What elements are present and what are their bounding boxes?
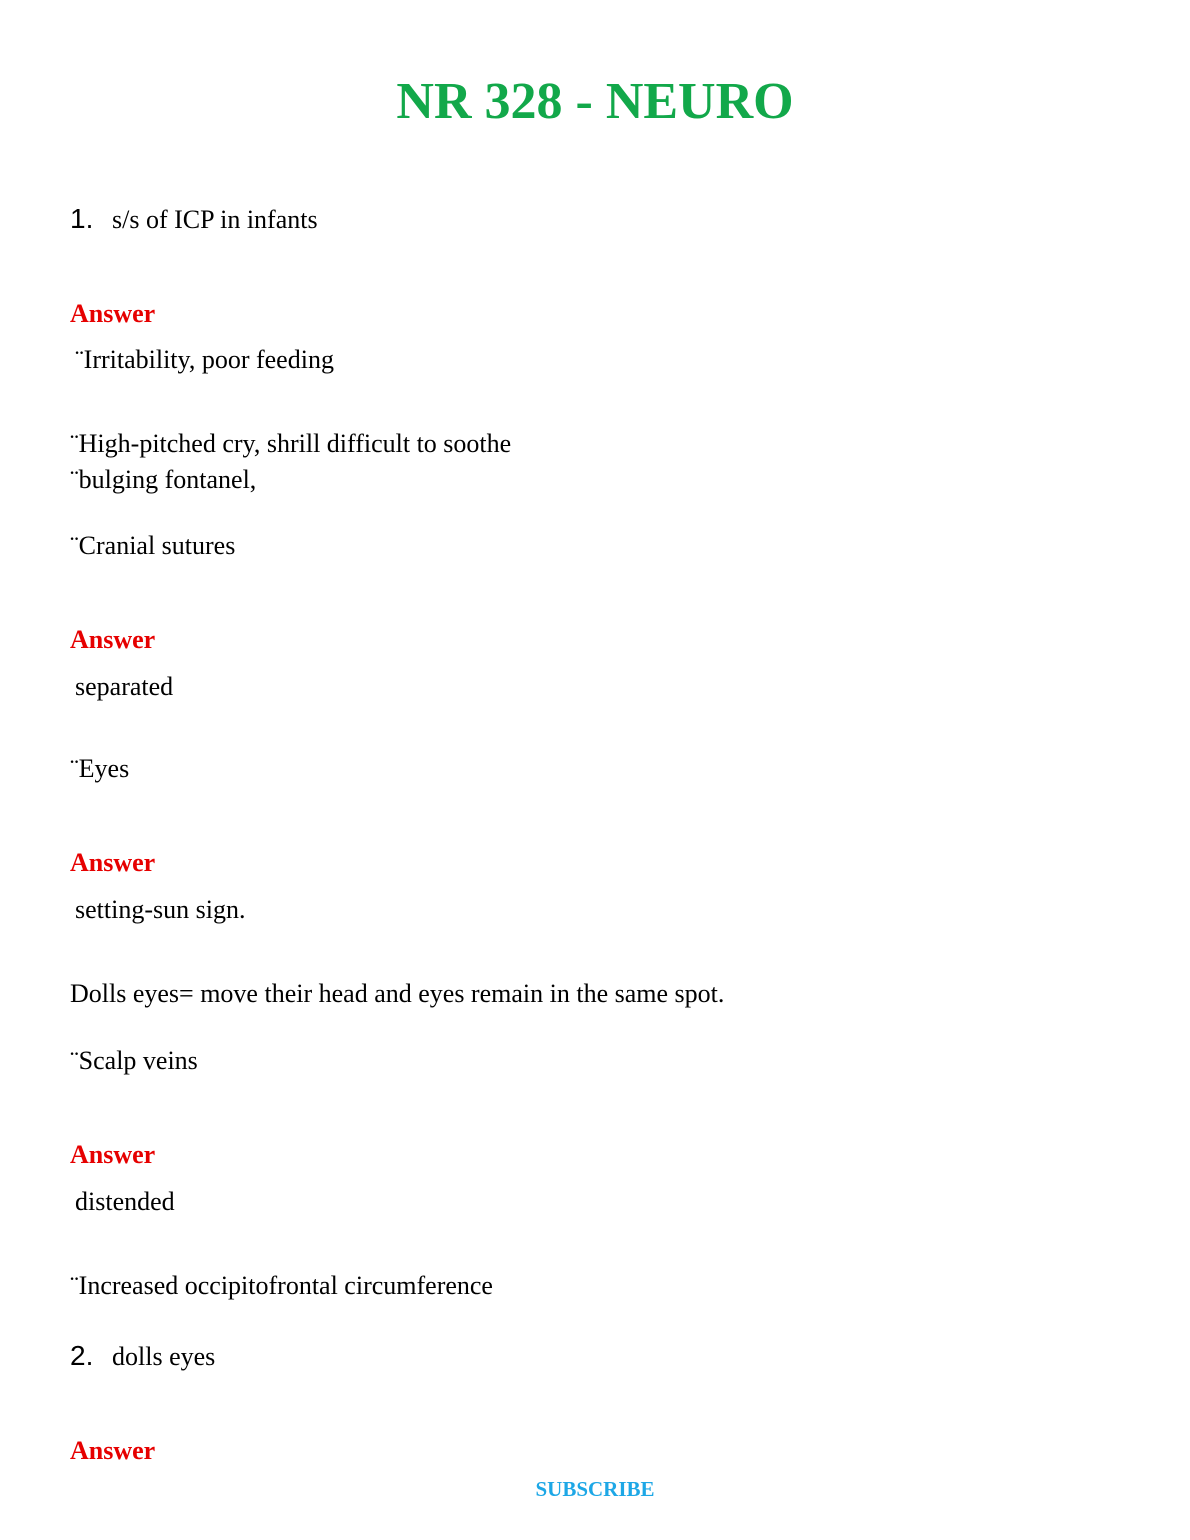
answer-label: Answer	[70, 1140, 156, 1169]
question-text: dolls eyes	[112, 1342, 216, 1371]
answer-line: ¨bulging fontanel,	[70, 465, 257, 494]
answer-line: ¨Increased occipitofrontal circumference	[70, 1271, 493, 1300]
answer-line: ¨Scalp veins	[70, 1046, 198, 1075]
answer-line: ¨Eyes	[70, 754, 130, 783]
question-number: 2.	[70, 1340, 94, 1371]
answer-label: Answer	[70, 1436, 156, 1465]
answer-label: Answer	[70, 848, 156, 877]
answer-line: Dolls eyes= move their head and eyes remain in the same spot.	[70, 979, 725, 1008]
answer-label: Answer	[70, 299, 156, 328]
answer-line: distended	[75, 1187, 175, 1216]
subscribe-link[interactable]: SUBSCRIBE	[535, 1477, 655, 1501]
answer-line: setting-sun sign.	[75, 895, 246, 924]
answer-line: ¨Cranial sutures	[70, 531, 236, 560]
page-title: NR 328 - NEURO	[396, 73, 794, 130]
answer-line: ¨Irritability, poor feeding	[75, 345, 334, 374]
answer-label: Answer	[70, 625, 156, 654]
question-number: 1.	[70, 203, 94, 234]
answer-line: separated	[75, 672, 174, 701]
answer-line: ¨High-pitched cry, shrill difficult to soothe	[70, 429, 512, 458]
question-text: s/s of ICP in infants	[112, 205, 318, 234]
